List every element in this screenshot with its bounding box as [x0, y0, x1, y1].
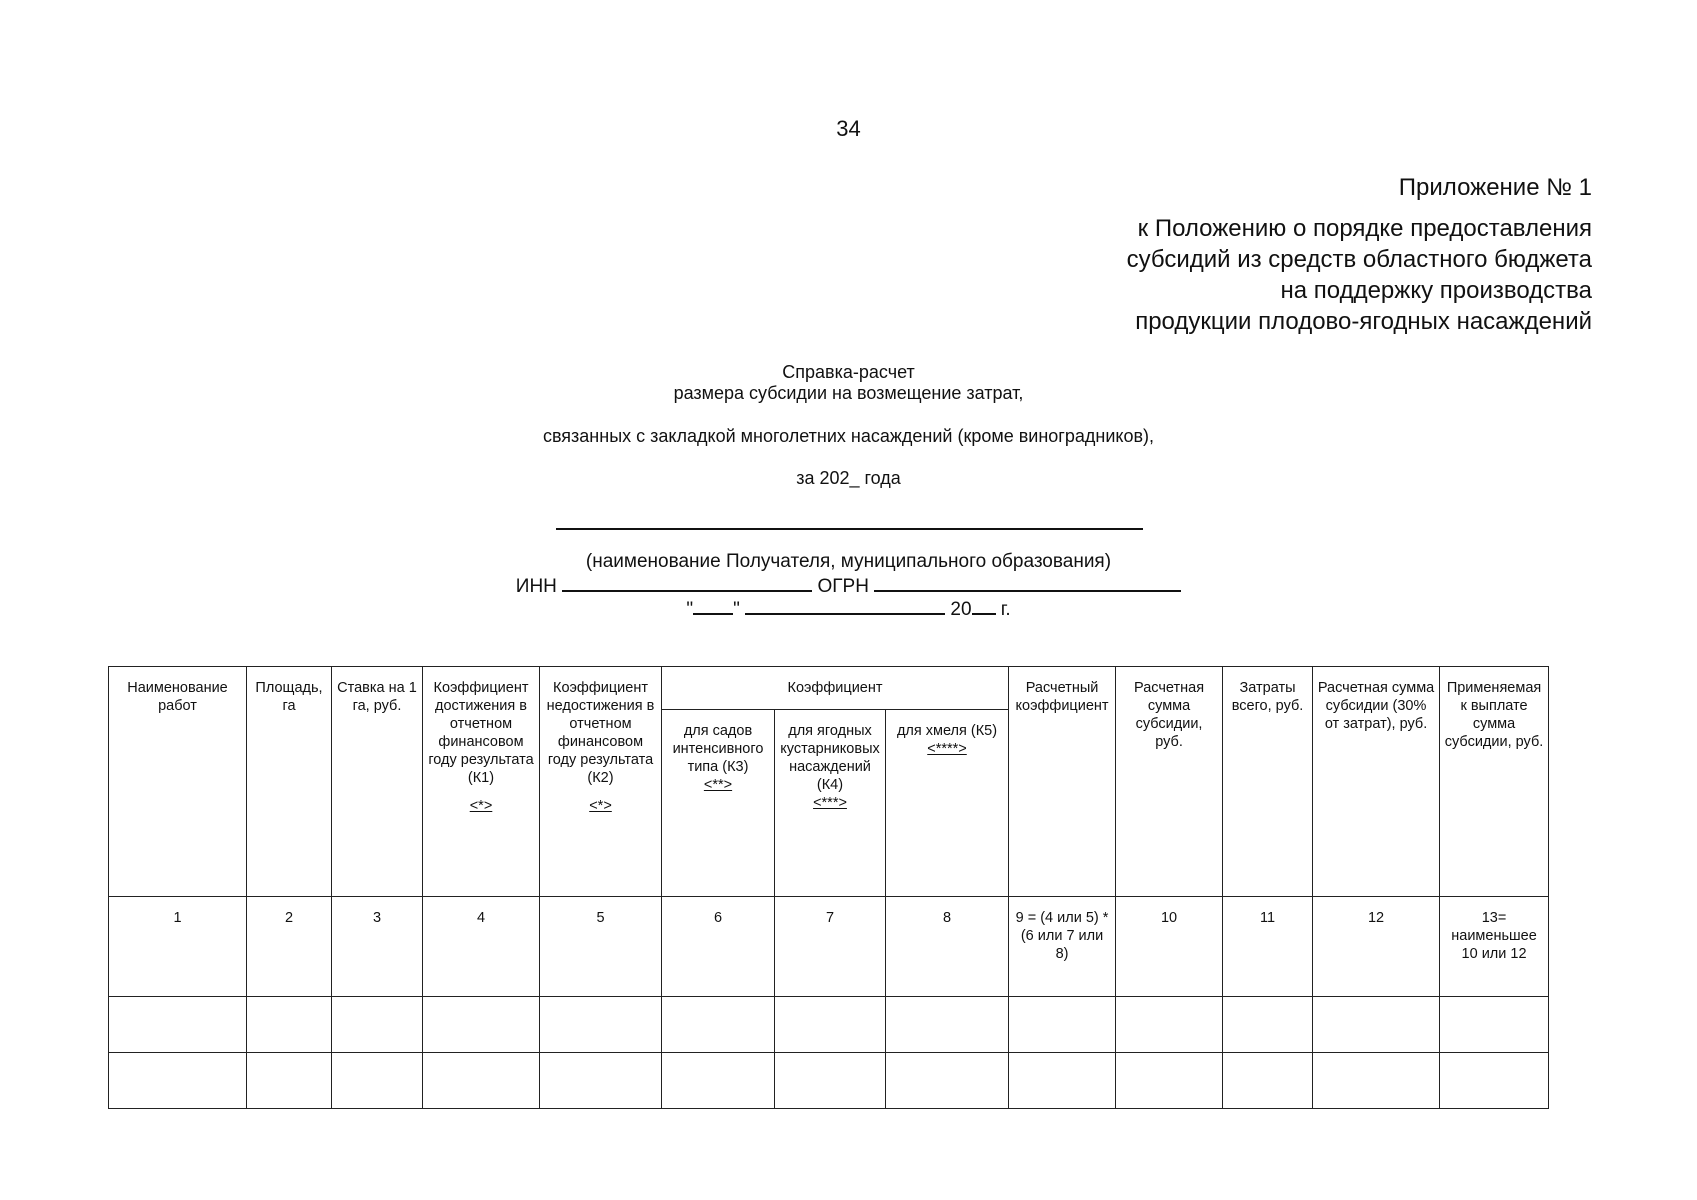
recipient-name-blank[interactable] [556, 528, 1143, 530]
column-number: 10 [1116, 897, 1223, 997]
header-k4-label: для ягодных кустарниковых насаждений (К4) [780, 723, 880, 793]
table-cell[interactable] [109, 1053, 247, 1109]
column-number: 11 [1223, 897, 1313, 997]
title-line: Справка-расчет [782, 362, 915, 382]
table-cell[interactable] [1440, 997, 1549, 1053]
footnote-ref[interactable]: <*> [469, 798, 493, 814]
table-cell[interactable] [1009, 1053, 1116, 1109]
inn-ogrn-line [0, 574, 1697, 598]
table-cell[interactable] [247, 997, 332, 1053]
header-calc-coefficient: Расчетный коэффициент [1009, 667, 1116, 897]
inn-field[interactable] [562, 574, 812, 592]
table-cell[interactable] [247, 1053, 332, 1109]
table-cell[interactable] [1116, 1053, 1223, 1109]
appendix-line: на поддержку производства [1280, 277, 1592, 304]
header-k3-label: для садов интенсивного типа (К3) [672, 723, 764, 775]
column-number: 3 [332, 897, 423, 997]
column-numbers-row [109, 897, 1549, 997]
header-k5 [886, 710, 1009, 897]
footnote-ref[interactable]: <***> [813, 795, 847, 811]
title-line: размера субсидии на возмещение затрат, [673, 383, 1024, 403]
date-suffix: г. [1000, 599, 1011, 620]
table-cell[interactable] [423, 1053, 540, 1109]
header-coefficient-group: Коэффициент [662, 667, 1009, 710]
header-calc-subsidy: Расчетная сумма субсидии, руб. [1116, 667, 1223, 897]
column-number: 4 [423, 897, 540, 997]
table-cell[interactable] [1223, 997, 1313, 1053]
footnote-ref[interactable]: <*> [589, 798, 612, 814]
date-year-prefix: 20 [950, 599, 972, 620]
document-title [0, 362, 1697, 404]
calculation-table [108, 666, 1549, 1109]
header-k1-label: Коэффициент достижения в отчетном финансовом году результата (К1) [428, 680, 534, 786]
title-line: связанных с закладкой многолетних насаждений (кроме виноградников), [542, 426, 1155, 446]
column-number: 2 [247, 897, 332, 997]
footnote-ref[interactable]: <**> [703, 777, 733, 793]
date-quote-close: " [733, 599, 740, 620]
recipient-caption: (наименование Получателя, муниципального образования) [585, 551, 1112, 572]
table-cell[interactable] [1116, 997, 1223, 1053]
title-period: за 202_ года [796, 468, 901, 488]
table-cell[interactable] [662, 1053, 775, 1109]
appendix-line: продукции плодово-ягодных насаждений [1135, 308, 1592, 335]
table-cell[interactable] [332, 1053, 423, 1109]
column-number: 6 [662, 897, 775, 997]
table-cell[interactable] [1313, 1053, 1440, 1109]
date-quote-open: " [686, 599, 694, 620]
header-k5-label: для хмеля (К5) [896, 723, 998, 739]
appendix-line: к Положению о порядке предоставления [1137, 215, 1592, 242]
table-row [109, 997, 1549, 1053]
inn-label: ИНН [515, 576, 557, 597]
table-cell[interactable] [540, 1053, 662, 1109]
page-number: 34 [836, 116, 861, 141]
table-cell[interactable] [1313, 997, 1440, 1053]
table-cell[interactable] [540, 997, 662, 1053]
column-number: 13= наименьшее 10 или 12 [1440, 897, 1549, 997]
column-number: 5 [540, 897, 662, 997]
appendix-block [1127, 172, 1592, 337]
footnote-ref[interactable]: <****> [927, 741, 967, 757]
appendix-line: субсидий из средств областного бюджета [1126, 246, 1592, 273]
table-cell[interactable] [423, 997, 540, 1053]
table-cell[interactable] [1440, 1053, 1549, 1109]
table-cell[interactable] [1223, 1053, 1313, 1109]
table-cell[interactable] [1009, 997, 1116, 1053]
header-calc-subsidy-30: Расчетная сумма субсидии (30% от затрат), руб. [1313, 667, 1440, 897]
date-day-field[interactable] [693, 597, 733, 615]
table-cell[interactable] [886, 997, 1009, 1053]
table-cell[interactable] [332, 997, 423, 1053]
column-number: 1 [109, 897, 247, 997]
table-cell[interactable] [109, 997, 247, 1053]
header-work-name: Наименование работ [109, 667, 247, 897]
table-cell[interactable] [662, 997, 775, 1053]
header-k2-label: Коэффициент недостижения в отчетном финансовом году результата (К2) [546, 680, 655, 786]
header-area: Площадь, га [247, 667, 332, 897]
header-k3 [662, 710, 775, 897]
header-k4 [775, 710, 886, 897]
date-line [0, 597, 1697, 621]
ogrn-label: ОГРН [817, 576, 869, 597]
date-month-field[interactable] [745, 597, 945, 615]
header-costs: Затраты всего, руб. [1223, 667, 1313, 897]
ogrn-field[interactable] [874, 574, 1181, 592]
date-year-field[interactable] [972, 597, 996, 615]
table-cell[interactable] [886, 1053, 1009, 1109]
header-k1 [423, 667, 540, 897]
column-number: 7 [775, 897, 886, 997]
table-row [109, 1053, 1549, 1109]
header-k2 [540, 667, 662, 897]
column-number: 8 [886, 897, 1009, 997]
column-number: 12 [1313, 897, 1440, 997]
header-rate: Ставка на 1 га, руб. [332, 667, 423, 897]
table-cell[interactable] [775, 997, 886, 1053]
appendix-title: Приложение № 1 [1398, 174, 1592, 201]
table-cell[interactable] [775, 1053, 886, 1109]
header-payable: Применяемая к выплате сумма субсидии, руб. [1440, 667, 1549, 897]
column-number: 9 = (4 или 5) * (6 или 7 или 8) [1009, 897, 1116, 997]
